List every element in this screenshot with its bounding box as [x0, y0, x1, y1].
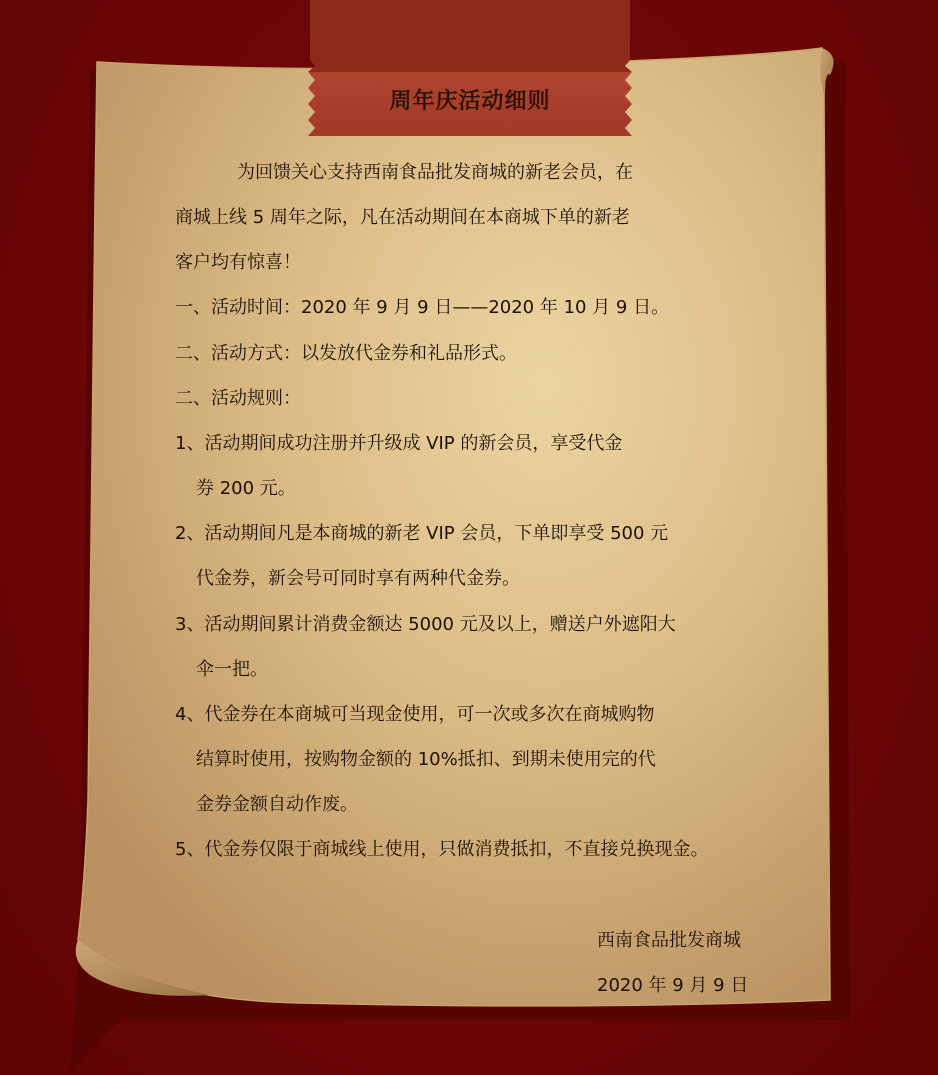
section-method: 二、活动方式：以发放代金券和礼品形式。: [175, 343, 517, 364]
rule-2-line-1: 2、活动期间凡是本商城的新老 VIP 会员，下单即享受 500 元: [175, 523, 669, 544]
intro-line-1: 为回馈关心支持西南食品批发商城的新老会员，在: [237, 162, 633, 183]
section-time: 一、活动时间：2020 年 9 月 9 日——2020 年 10 月 9 日。: [175, 297, 670, 318]
rule-1-line-2: 券 200 元。: [196, 478, 296, 499]
ribbon-strip: [308, 0, 632, 72]
rule-3-line-2: 伞一把。: [196, 659, 268, 680]
rule-1-line-1: 1、活动期间成功注册并升级成 VIP 的新会员，享受代金: [175, 433, 623, 454]
rule-4-line-3: 金券金额自动作废。: [196, 794, 358, 815]
rule-5-line-1: 5、代金券仅限于商城线上使用，只做消费抵扣，不直接兑换现金。: [175, 839, 709, 860]
signature-org: 西南食品批发商城: [597, 930, 741, 951]
section-rules-heading: 二、活动规则：: [175, 388, 301, 409]
rule-2-line-2: 代金券，新会号可同时享有两种代金券。: [196, 568, 520, 589]
rule-4-line-2: 结算时使用，按购物金额的 10%抵扣、到期未使用完的代: [196, 749, 656, 770]
page-title: 周年庆活动细则: [389, 89, 551, 114]
intro-line-2: 商城上线 5 周年之际，凡在活动期间在本商城下单的新老: [175, 207, 630, 228]
signature-date: 2020 年 9 月 9 日: [597, 975, 749, 996]
intro-line-3: 客户均有惊喜！: [175, 252, 301, 273]
rule-4-line-1: 4、代金券在本商城可当现金使用，可一次或多次在商城购物: [175, 704, 655, 725]
rule-3-line-1: 3、活动期间累计消费金额达 5000 元及以上，赠送户外遮阳大: [175, 614, 676, 635]
